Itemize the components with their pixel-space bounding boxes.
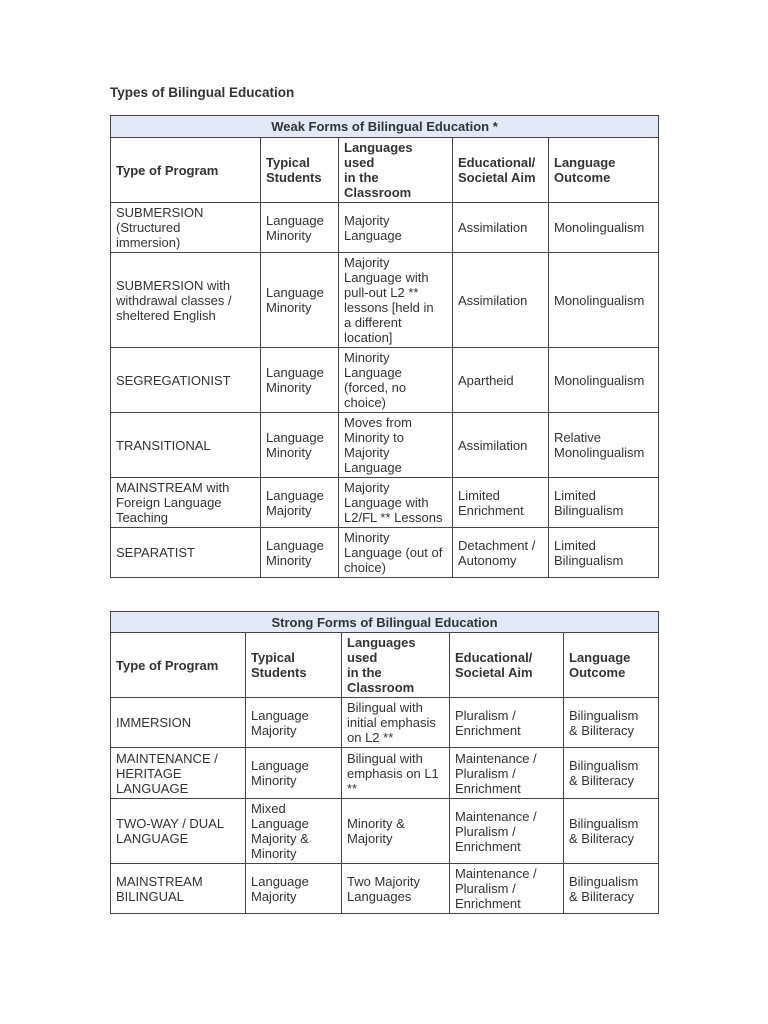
- table-cell: Majority Language with L2/FL ** Lessons: [339, 478, 453, 528]
- table-row: [111, 799, 659, 864]
- table-cell: MAINSTREAM with Foreign Language Teaching: [111, 478, 261, 528]
- table-cell: TRANSITIONAL: [111, 413, 261, 478]
- table-cell: Language Minority: [261, 413, 339, 478]
- table-cell: Mixed Language Majority & Minority: [246, 799, 342, 864]
- column-header: Educational/ Societal Aim: [453, 138, 549, 203]
- weak-forms-table: [110, 115, 659, 578]
- table-cell: Language Majority: [246, 864, 342, 914]
- table-cell: MAINSTREAM BILINGUAL: [111, 864, 246, 914]
- table-cell: Minority Language (out of choice): [339, 528, 453, 578]
- table-row: [111, 203, 659, 253]
- table-row: [111, 528, 659, 578]
- table-cell: Bilingualism & Biliteracy: [564, 864, 659, 914]
- table-cell: SUBMERSION with withdrawal classes / sheltered English: [111, 253, 261, 348]
- table-cell: Maintenance / Pluralism / Enrichment: [450, 864, 564, 914]
- table-cell: Assimilation: [453, 413, 549, 478]
- table-cell: Monolingualism: [549, 348, 659, 413]
- table-cell: Majority Language with pull-out L2 ** lessons [held in a different location]: [339, 253, 453, 348]
- table-row: [111, 698, 659, 748]
- table-cell: Bilingualism & Biliteracy: [564, 799, 659, 864]
- table-cell: Limited Enrichment: [453, 478, 549, 528]
- table-cell: Language Minority: [261, 348, 339, 413]
- table-cell: Minority & Majority: [342, 799, 450, 864]
- document-title: Types of Bilingual Education: [110, 85, 295, 100]
- weak-table-header-row: [111, 138, 659, 203]
- table-cell: Assimilation: [453, 253, 549, 348]
- table-row: [111, 348, 659, 413]
- column-header: Type of Program: [111, 633, 246, 698]
- table-cell: Maintenance / Pluralism / Enrichment: [450, 748, 564, 799]
- column-header: Type of Program: [111, 138, 261, 203]
- column-header: Languages used in the Classroom: [339, 138, 453, 203]
- column-header: Typical Students: [261, 138, 339, 203]
- table-cell: Relative Monolingualism: [549, 413, 659, 478]
- table-cell: Language Majority: [246, 698, 342, 748]
- table-row: [111, 864, 659, 914]
- table-cell: Minority Language (forced, no choice): [339, 348, 453, 413]
- column-header: Language Outcome: [549, 138, 659, 203]
- weak-table-caption: Weak Forms of Bilingual Education *: [111, 116, 659, 138]
- table-cell: Two Majority Languages: [342, 864, 450, 914]
- table-row: [111, 253, 659, 348]
- table-row: [111, 478, 659, 528]
- column-header: Language Outcome: [564, 633, 659, 698]
- strong-table-caption: Strong Forms of Bilingual Education: [111, 612, 659, 633]
- strong-forms-table: [110, 611, 659, 914]
- table-cell: Detachment / Autonomy: [453, 528, 549, 578]
- table-cell: Language Minority: [261, 203, 339, 253]
- table-cell: Monolingualism: [549, 253, 659, 348]
- table-cell: Language Minority: [261, 253, 339, 348]
- table-cell: Apartheid: [453, 348, 549, 413]
- column-header: Typical Students: [246, 633, 342, 698]
- table-cell: Maintenance / Pluralism / Enrichment: [450, 799, 564, 864]
- table-row: [111, 748, 659, 799]
- table-cell: TWO-WAY / DUAL LANGUAGE: [111, 799, 246, 864]
- strong-table-header-row: [111, 633, 659, 698]
- table-cell: Language Majority: [261, 478, 339, 528]
- table-cell: SEPARATIST: [111, 528, 261, 578]
- table-cell: Bilingual with emphasis on L1 **: [342, 748, 450, 799]
- column-header: Educational/ Societal Aim: [450, 633, 564, 698]
- table-cell: Moves from Minority to Majority Language: [339, 413, 453, 478]
- table-cell: Limited Bilingualism: [549, 478, 659, 528]
- column-header: Languages used in the Classroom: [342, 633, 450, 698]
- table-cell: Bilingual with initial emphasis on L2 **: [342, 698, 450, 748]
- table-cell: Language Minority: [246, 748, 342, 799]
- table-cell: MAINTENANCE / HERITAGE LANGUAGE: [111, 748, 246, 799]
- table-cell: Assimilation: [453, 203, 549, 253]
- table-cell: Language Minority: [261, 528, 339, 578]
- table-cell: Bilingualism & Biliteracy: [564, 698, 659, 748]
- table-cell: Pluralism / Enrichment: [450, 698, 564, 748]
- table-row: [111, 413, 659, 478]
- table-cell: SUBMERSION (Structured immersion): [111, 203, 261, 253]
- table-cell: Majority Language: [339, 203, 453, 253]
- table-cell: IMMERSION: [111, 698, 246, 748]
- table-cell: Limited Bilingualism: [549, 528, 659, 578]
- table-cell: Monolingualism: [549, 203, 659, 253]
- table-cell: Bilingualism & Biliteracy: [564, 748, 659, 799]
- table-cell: SEGREGATIONIST: [111, 348, 261, 413]
